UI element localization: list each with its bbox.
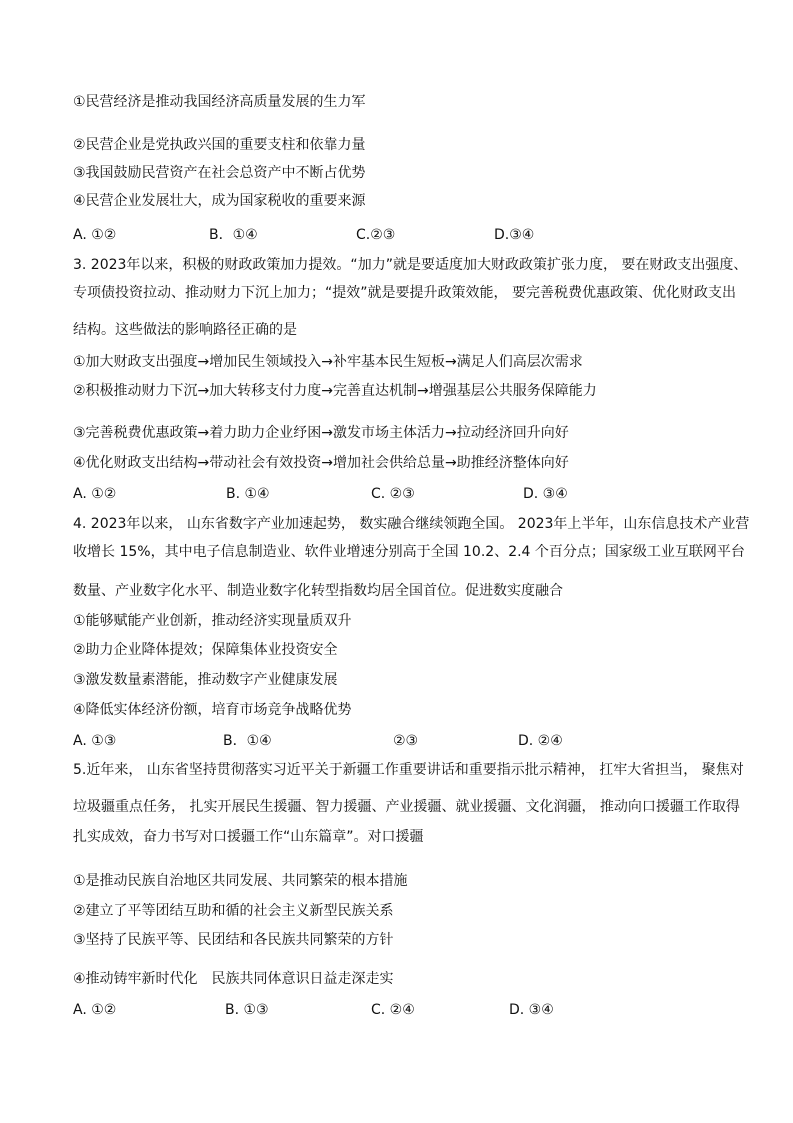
q3-item-1: ①加大财政支出强度→增加民生领域投入→补牢基本民生短板→满足人们高层次需求 (73, 354, 583, 370)
q3-item-4: ④优化财政支出结构→带动社会有效投资→增加社会供给总量→助推经济整体向好 (73, 455, 569, 471)
q3-item-2: ②积极推动财力下沉→加大转移支付力度→完善直达机制→增强基层公共服务保障能力 (73, 383, 597, 399)
q3-option-b: B. ①④ (226, 486, 270, 502)
q5-item-3: ③坚持了民族平等、民团结和各民族共同繁荣的方针 (73, 932, 394, 948)
q2-options (73, 226, 713, 244)
q3-option-a: A. ①② (73, 486, 117, 502)
q2-option-d: D.③④ (494, 227, 535, 243)
q4-stem-line-1: 4. 2023年以来， 山东省数字产业加速起势， 数实融合继续领跑全国。 2023年上半年，山东信息技术产业营 (73, 516, 750, 532)
q4-item-1: ①能够赋能产业创新，推动经济实现量质双升 (73, 613, 352, 629)
q4-stem-line-3: 数量、产业数字化水平、制造业数字化转型指数均居全国首位。促进数实度融合 (73, 583, 563, 599)
q4-option-b: B．①④ (223, 733, 272, 749)
q2-option-b: B．①④ (209, 227, 258, 243)
q4-option-d: D. ②④ (518, 733, 563, 749)
q2-option-c: C.②③ (356, 227, 396, 243)
q3-stem-line-1: 3. 2023年以来，积极的财政政策加力提效。“加力”就是要适度加大财政政策扩张力度， 要在财政支出强度、 (73, 257, 748, 273)
q3-item-3: ③完善税费优惠政策→着力助力企业纾困→激发市场主体活力→拉动经济回升向好 (73, 425, 569, 441)
q3-option-d: D. ③④ (523, 486, 568, 502)
q5-options (73, 1001, 713, 1019)
q4-options (73, 732, 713, 750)
q4-item-2: ②助力企业降体提效；保障集体业投资安全 (73, 642, 338, 658)
q5-item-2: ②建立了平等团结互助和循的社会主义新型民族关系 (73, 903, 394, 919)
q4-item-3: ③激发数量素潜能，推动数字产业健康发展 (73, 672, 338, 688)
q5-option-b: B. ①③ (225, 1002, 269, 1018)
q5-stem-line-2: 垃圾疆重点任务， 扎实开展民生援疆、智力援疆、产业援疆、就业援疆、文化润疆， 推动向口援疆工作取得 (73, 799, 740, 815)
q3-stem-line-2: 专项债投资拉动、推动财力下沉上加力；“提效”就是要提升政策效能， 要完善税费优惠政策、优化财政支出 (73, 285, 736, 301)
q2-option-a: A. ①② (73, 227, 117, 243)
q2-item-1: ①民营经济是推动我国经济高质量发展的生力军 (73, 94, 366, 110)
q2-item-4: ④民营企业发展壮大，成为国家税收的重要来源 (73, 193, 366, 209)
q3-option-c: C. ②③ (371, 486, 415, 502)
q3-stem-line-3: 结构。这些做法的影响路径正确的是 (73, 322, 297, 338)
q4-stem-line-2: 收增长 15%，其中电子信息制造业、软件业增速分别高于全国 10.2、2.4 个百分点；国家级工业互联网平台 (73, 544, 745, 560)
q5-item-1: ①是推动民族自治地区共同发展、共同繁荣的根本措施 (73, 873, 408, 889)
q5-stem-line-1: 5.近年来， 山东省坚持贯彻落实习近平关于新疆工作重要讲话和重要指示批示精神， 扛牢大省担当， 聚焦对 (73, 762, 744, 778)
q5-stem-line-3: 扎实成效，奋力书写对口援疆工作“山东篇章”。对口援疆 (73, 829, 424, 845)
q4-option-a: A. ①③ (73, 733, 117, 749)
q4-option-c: ②③ (393, 733, 419, 749)
q5-option-a: A. ①② (73, 1002, 117, 1018)
q5-item-4: ④推动铸牢新时代化 民族共同体意识日益走深走实 (73, 971, 394, 987)
q5-option-c: C. ②④ (371, 1002, 415, 1018)
q4-item-4: ④降低实体经济份额，培育市场竞争战略优势 (73, 702, 352, 718)
q3-options (73, 485, 713, 503)
q2-item-2: ②民营企业是党执政兴国的重要支柱和依靠力量 (73, 137, 366, 153)
q2-item-3: ③我国鼓励民营资产在社会总资产中不断占优势 (73, 165, 366, 181)
q5-option-d: D. ③④ (509, 1002, 554, 1018)
